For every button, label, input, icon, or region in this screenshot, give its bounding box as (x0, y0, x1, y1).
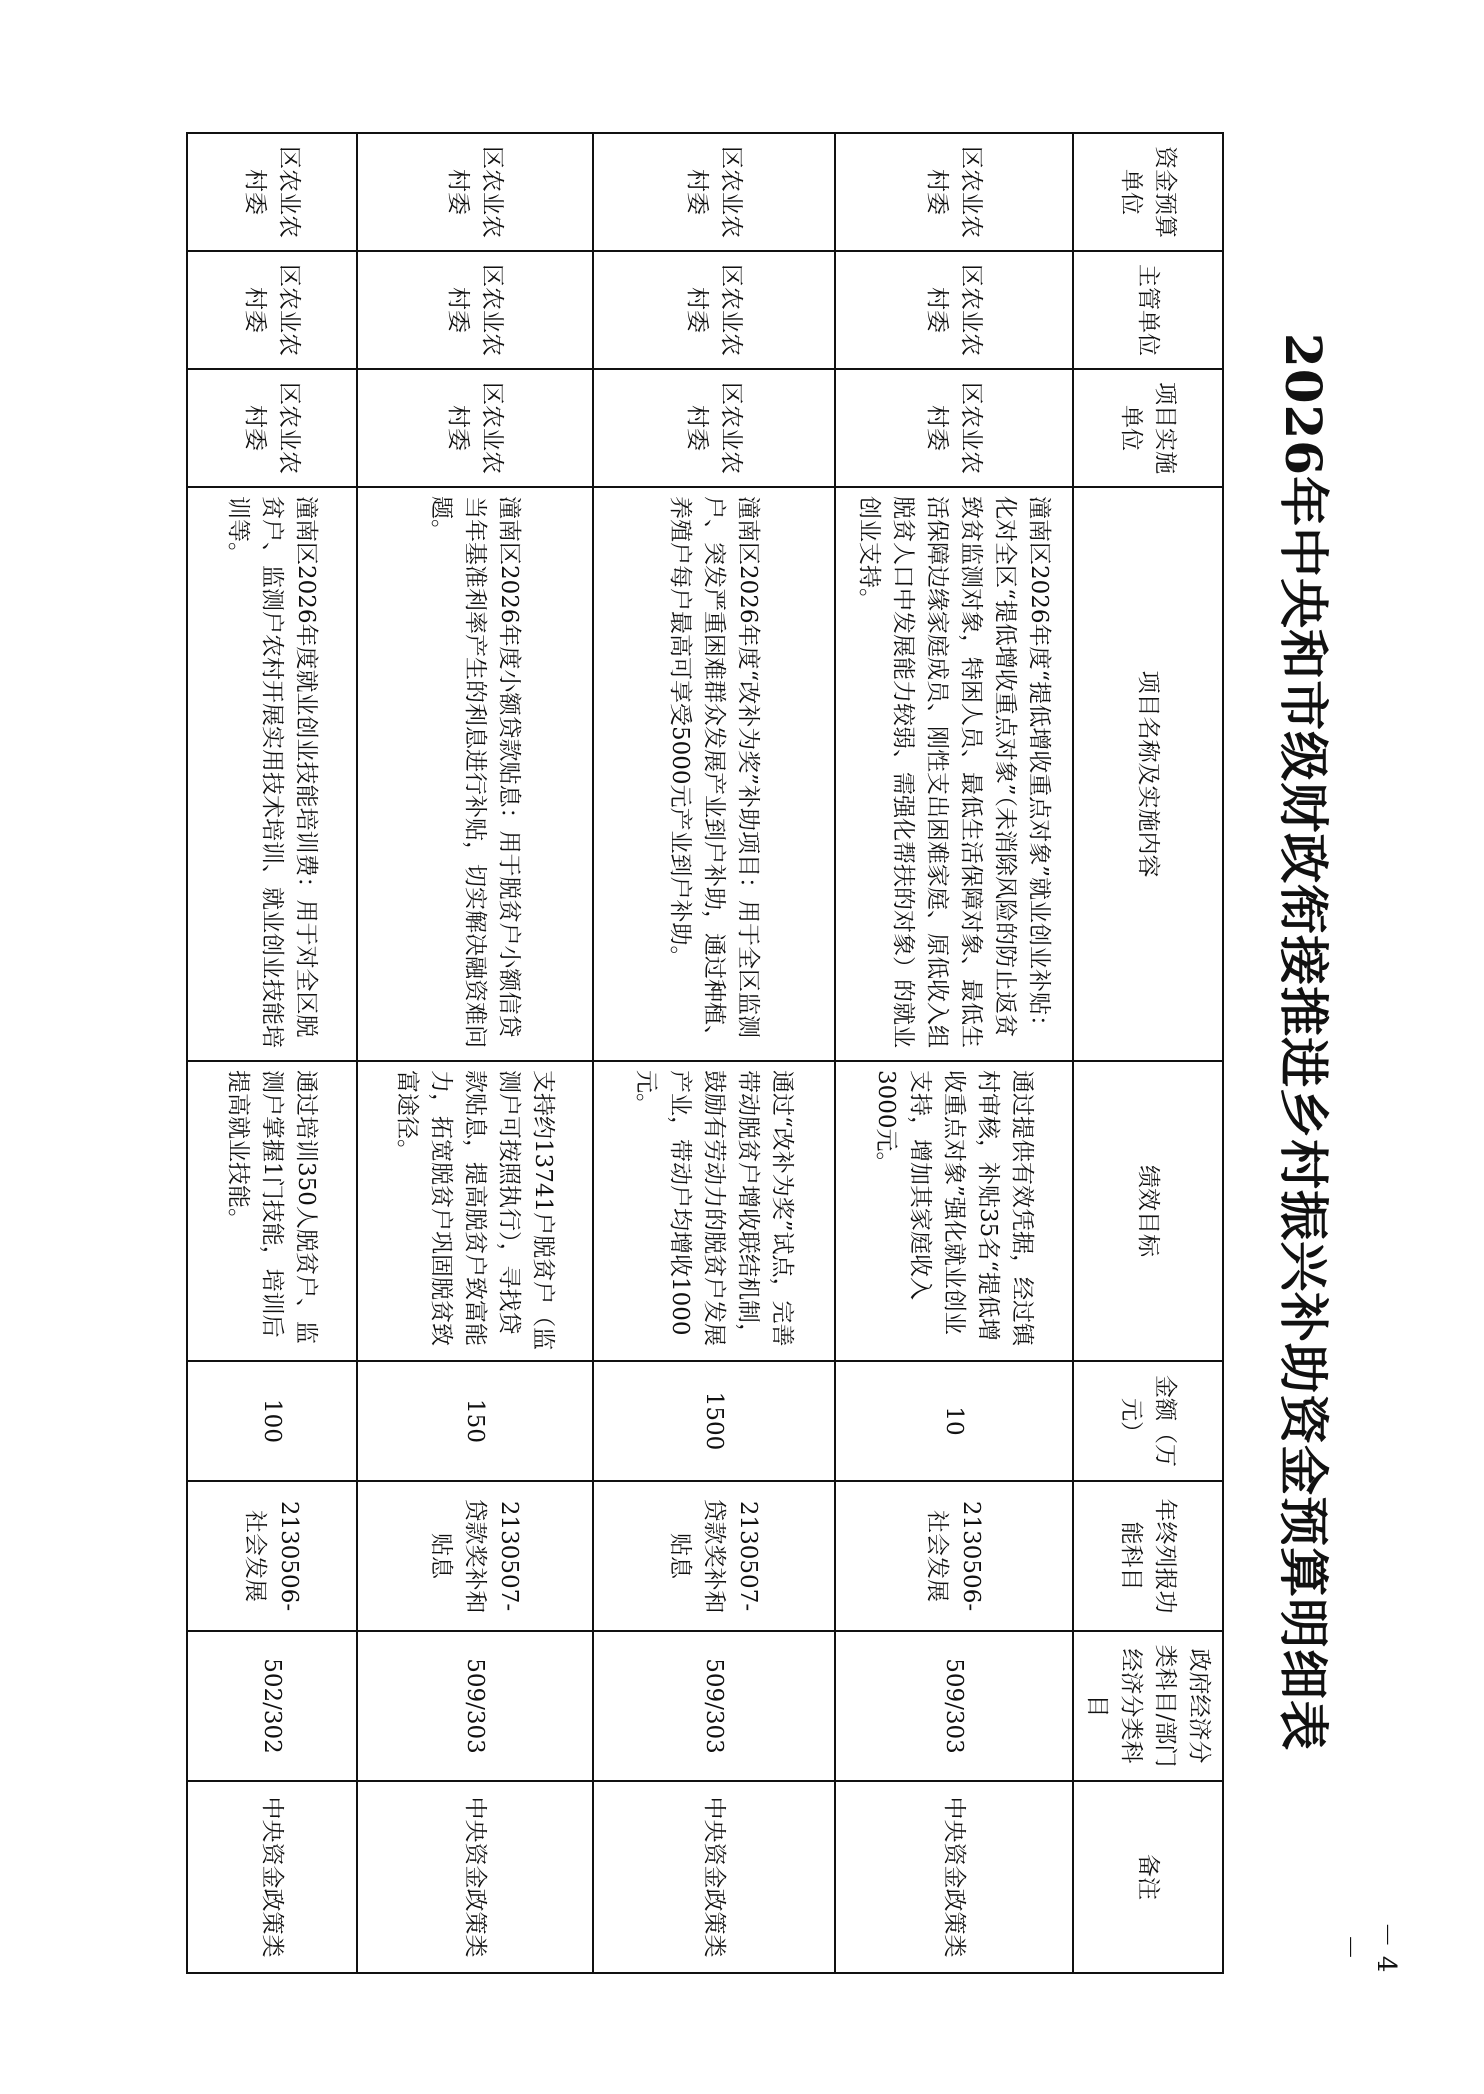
rotated-document (200, 132, 1348, 1958)
table-row (835, 133, 1073, 1973)
cell-econ-subject: 502/302 (187, 1631, 357, 1781)
cell-note: 中央资金政策类 (357, 1781, 593, 1973)
cell-supervisor: 区农业农村委 (835, 251, 1073, 369)
cell-project: 潼南区2026年度就业创业技能培训费：用于对全区脱贫户、监测户农村开展实用技术培训、就业创业技能培训等。 (187, 487, 357, 1061)
cell-note: 中央资金政策类 (593, 1781, 835, 1973)
document-title: 2026年中央和市级财政衔接推进乡村振兴补助资金预算明细表 (1274, 332, 1333, 1752)
table-header-row (1073, 133, 1223, 1973)
header-function-subject: 年终列报功能科目 (1073, 1481, 1223, 1631)
cell-amount: 1500 (593, 1361, 835, 1481)
cell-amount: 10 (835, 1361, 1073, 1481)
cell-goal: 通过“改补为奖”试点，完善带动脱贫户增收联结机制，鼓励有劳动力的脱贫户发展产业，带动户均增收1000元。 (593, 1061, 835, 1361)
cell-econ-subject: 509/303 (357, 1631, 593, 1781)
header-goal: 绩效目标 (1073, 1061, 1223, 1361)
cell-amount: 150 (357, 1361, 593, 1481)
cell-budget-unit: 区农业农村委 (835, 133, 1073, 251)
cell-implementer: 区农业农村委 (187, 369, 357, 487)
table-row (593, 133, 835, 1973)
header-budget-unit: 资金预算单位 (1073, 133, 1223, 251)
cell-budget-unit: 区农业农村委 (593, 133, 835, 251)
cell-goal: 通过培训350人脱贫户、监测户掌握1门技能，培训后提高就业技能。 (187, 1061, 357, 1361)
cell-note: 中央资金政策类 (835, 1781, 1073, 1973)
cell-function-subject: 2130507-贷款奖补和贴息 (357, 1481, 593, 1631)
cell-function-subject: 2130506-社会发展 (187, 1481, 357, 1631)
cell-note: 中央资金政策类 (187, 1781, 357, 1973)
cell-budget-unit: 区农业农村委 (357, 133, 593, 251)
cell-project: 潼南区2026年度“提低增收重点对象”就业创业补贴：化对全区“提低增收重点对象”（未消除风险的防止返贫致贫监测对象，特困人员、最低生活保障对象、最低生活保障边缘家庭成员、刚性支出困难家庭、原低收入组脱贫人口中发展能力较弱、需强化帮扶的对象）的就业创业支持。 (835, 487, 1073, 1061)
cell-project: 潼南区2026年度“改补为奖”补助项目：用于全区监测户、突发严重困难群众发展产业到户补助，通过种植、养殖户每户最高可享受5000元产业到户补助。 (593, 487, 835, 1061)
cell-function-subject: 2130506-社会发展 (835, 1481, 1073, 1631)
cell-project: 潼南区2026年度小额贷款贴息：用于脱贫户小额信贷当年基准利率产生的利息进行补贴，切实解决融资难问题。 (357, 487, 593, 1061)
page-number: － 4 － (1334, 1921, 1401, 1973)
cell-implementer: 区农业农村委 (357, 369, 593, 487)
cell-implementer: 区农业农村委 (835, 369, 1073, 487)
header-supervisor: 主管单位 (1073, 251, 1223, 369)
header-project: 项目名称及实施内容 (1073, 487, 1223, 1061)
header-amount: 金额（万元） (1073, 1361, 1223, 1481)
table-row (357, 133, 593, 1973)
cell-supervisor: 区农业农村委 (357, 251, 593, 369)
cell-supervisor: 区农业农村委 (593, 251, 835, 369)
cell-econ-subject: 509/303 (593, 1631, 835, 1781)
cell-econ-subject: 509/303 (835, 1631, 1073, 1781)
cell-amount: 100 (187, 1361, 357, 1481)
budget-detail-table (186, 132, 1224, 1974)
table-row (187, 133, 357, 1973)
cell-goal: 通过提供有效凭据，经过镇村审核，补贴35名“提低增收重点对象”强化就业创业支持，增加其家庭收入3000元。 (835, 1061, 1073, 1361)
cell-function-subject: 2130507-贷款奖补和贴息 (593, 1481, 835, 1631)
header-note: 备注 (1073, 1781, 1223, 1973)
header-econ-subject: 政府经济分类科目/部门经济分类科目 (1073, 1631, 1223, 1781)
cell-budget-unit: 区农业农村委 (187, 133, 357, 251)
header-implementer: 项目实施单位 (1073, 369, 1223, 487)
cell-implementer: 区农业农村委 (593, 369, 835, 487)
cell-supervisor: 区农业农村委 (187, 251, 357, 369)
cell-goal: 支持约13741户脱贫户（监测户可按照执行），寻找贷款贴息，提高脱贫户致富能力，拓宽脱贫户巩固脱贫致富途径。 (357, 1061, 593, 1361)
